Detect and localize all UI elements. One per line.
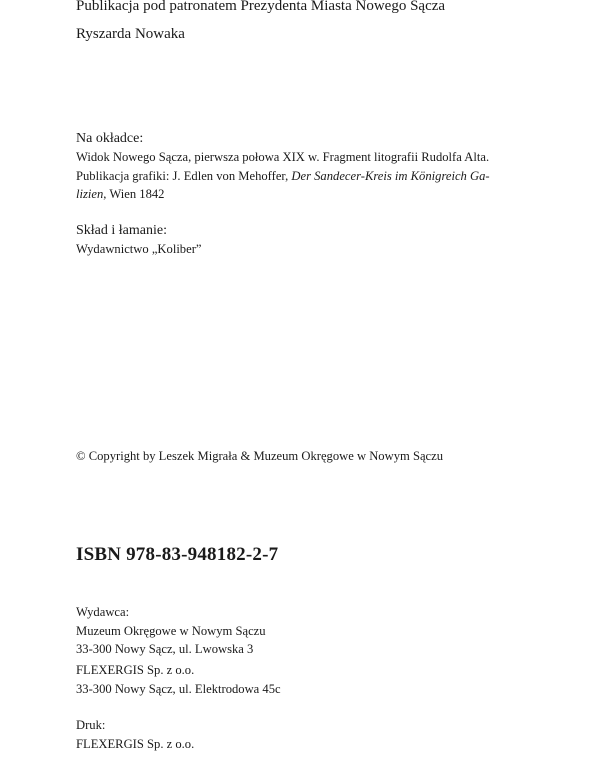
publisher-heading: Wydawca:	[76, 605, 130, 619]
copyright-text: © Copyright by Leszek Migrała & Muzeum Okręgowe w Nowym Sączu	[76, 449, 444, 463]
copyright-block	[76, 447, 546, 466]
co-publisher-line-1: FLEXERGIS Sp. z o.o.	[76, 663, 195, 677]
patronage-line-1: Publikacja pod patronatem Prezydenta Miasta Nowego Sącza	[76, 0, 446, 14]
isbn-block	[76, 543, 546, 567]
isbn-text: ISBN 978-83-948182-2-7	[76, 544, 279, 565]
cover-line-1: Widok Nowego Sącza, pierwsza połowa XIX w. Fragment litografii Rudolfa Alta.	[76, 150, 490, 164]
typesetting-heading: Skład i łamanie:	[76, 223, 167, 238]
cover-credits-block	[76, 130, 546, 204]
cover-line-3-title: lizien	[76, 187, 104, 201]
cover-line-2-title: Der Sandecer-Kreis im Königreich Ga-	[291, 168, 490, 183]
print-line-1: FLEXERGIS Sp. z o.o.	[76, 736, 195, 751]
co-publisher-block	[76, 661, 546, 698]
cover-line-3-suffix: , Wien 1842	[103, 187, 165, 201]
print-block	[76, 716, 546, 753]
publisher-line-1: Muzeum Okręgowe w Nowym Sączu	[76, 623, 266, 638]
cover-heading: Na okładce:	[76, 131, 144, 146]
patronage-line-2: Ryszarda Nowaka	[76, 26, 185, 42]
typesetting-line-1: Wydawnictwo „Koliber”	[76, 242, 202, 256]
print-heading: Druk:	[76, 718, 106, 732]
cover-line-2-prefix: Publikacja grafiki: J. Edlen von Mehoffer,	[76, 168, 292, 183]
patronage-block	[76, 0, 546, 48]
cover-line-3	[76, 185, 546, 204]
cover-line-2	[76, 167, 546, 186]
publisher-block	[76, 603, 546, 659]
co-publisher-line-2: 33-300 Nowy Sącz, ul. Elektrodowa 45c	[76, 681, 281, 696]
publisher-line-2: 33-300 Nowy Sącz, ul. Lwowska 3	[76, 642, 254, 656]
typesetting-block	[76, 222, 546, 259]
